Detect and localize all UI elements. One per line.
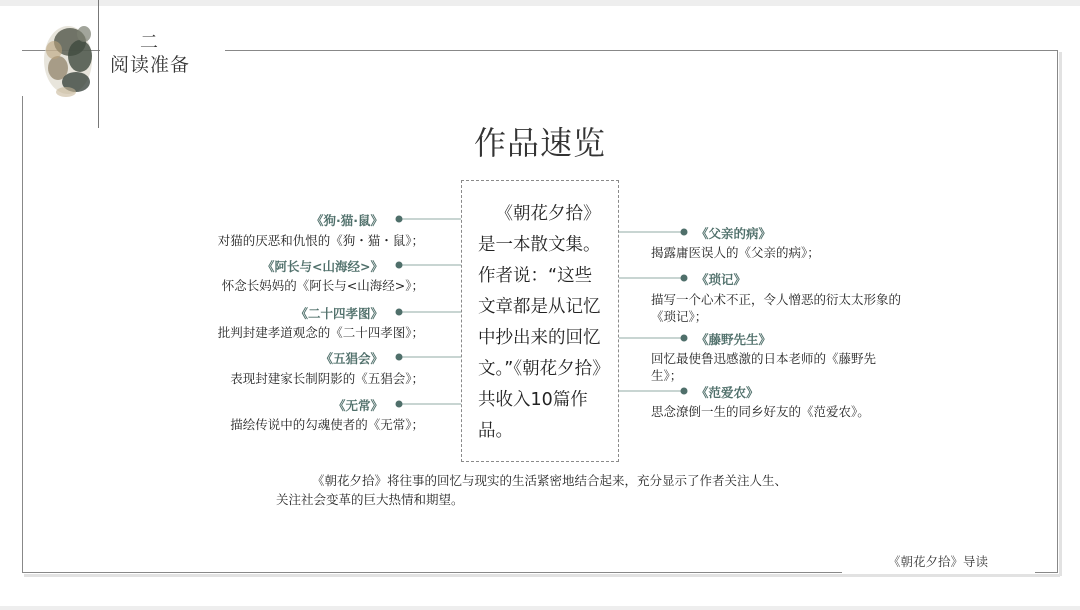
right-item-title: 《范爱农》 — [696, 385, 759, 400]
left-item-desc: 批判封建孝道观念的《二十四孝图》； — [217, 325, 424, 340]
right-item-title: 《藤野先生》 — [696, 332, 772, 347]
left-item-title: 《阿长与<山海经>》 — [262, 259, 383, 274]
left-item-title: 《五猖会》 — [320, 351, 383, 366]
left-item-desc: 对猫的厌恶和仇恨的《狗・猫・鼠》； — [217, 233, 424, 248]
left-item-title: 《无常》 — [332, 398, 383, 413]
right-item-desc: 回忆最使鲁迅感激的日本老师的《藤野先生》； — [651, 351, 877, 383]
right-item-title: 《琐记》 — [696, 272, 747, 287]
left-item-desc: 怀念长妈妈的《阿长与<山海经>》； — [221, 278, 424, 293]
right-item-desc: 思念潦倒一生的同乡好友的《范爱农》。 — [651, 404, 870, 419]
frame-line — [22, 572, 842, 573]
center-text: 《朝花夕拾》是一本散文集。作者说：“这些文章都是从记忆中抄出来的回忆文。”《朝花夕拾》共收入10篇作品。 — [478, 204, 601, 441]
footer-title: 《朝花夕拾》导读 — [888, 554, 989, 569]
summary-line: 《朝花夕拾》将往事的回忆与现实的生活紧密地结合起来，充分显示了作者关注人生、 — [312, 473, 788, 488]
left-item-title: 《狗·猫·鼠》 — [311, 213, 383, 228]
header-divider — [98, 0, 99, 128]
frame-line — [225, 50, 1058, 51]
ink-painting-image — [36, 12, 94, 100]
right-item-title: 《父亲的病》 — [696, 226, 772, 241]
page-title: 作品速览 — [473, 124, 606, 162]
frame-line — [1035, 572, 1058, 573]
left-item-desc: 描绘传说中的勾魂使者的《无常》； — [230, 417, 424, 432]
right-item-desc: 描写一个心术不正，令人憎恶的衍太太形象的《琐记》； — [651, 292, 902, 324]
section-title: 阅读准备 — [110, 54, 191, 76]
center-summary-box — [461, 180, 619, 462]
right-item-desc: 揭露庸医误人的《父亲的病》； — [651, 245, 820, 260]
left-item-title: 《二十四孝图》 — [295, 306, 383, 321]
frame-line — [22, 96, 23, 573]
section-number: 二 — [140, 32, 158, 53]
left-item-desc: 表现封建家长制阴影的《五猖会》； — [230, 371, 424, 386]
frame-shadow — [24, 574, 1060, 577]
summary-paragraph — [276, 471, 836, 509]
summary-line: 关注社会变革的巨大热情和期望。 — [276, 492, 464, 507]
